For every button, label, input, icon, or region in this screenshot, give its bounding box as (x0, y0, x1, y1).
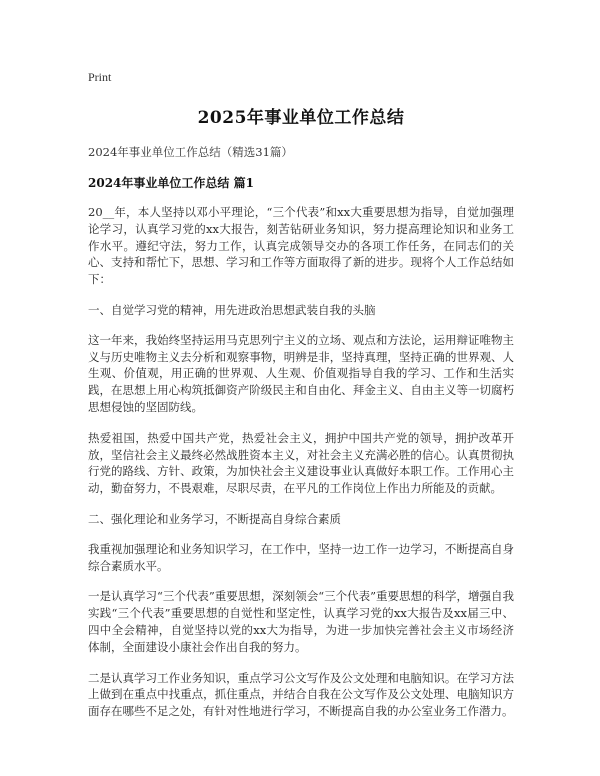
print-label[interactable]: Print (88, 70, 112, 84)
paragraph-body-2: 热爱祖国，热爱中国共产党，热爱社会主义，拥护中国共产党的领导，拥护改革开放，坚信社会主义最终必然战胜资本主义，对社会主义充满必胜的信心。认真贯彻执行党的路线、方针、政策，为加快社会主义建设事业认真做好本职工作。工作用心主动，勤奋努力，不畏艰难，尽职尽责，在平凡的工作岗位上作出力所能及的贡献。 (88, 430, 514, 496)
paragraph-body-5: 二是认真学习工作业务知识，重点学习公文写作及公文处理和电脑知识。在学习方法上做到在重点中找重点，抓住重点，并结合自我在公文写作及公文处理、电脑知识方面存在哪些不足之处，有针对性地进行学习，不断提高自我的办公室业务工作潜力。 (88, 670, 514, 719)
paragraph-body-3: 我重视加强理论和业务知识学习，在工作中，坚持一边工作一边学习，不断提高自身综合素质水平。 (88, 541, 514, 573)
paragraph-heading-1: 一、自觉学习党的精神，用先进政治思想武装自我的头脑 (88, 302, 376, 317)
paragraph-body-1: 这一年来，我始终坚持运用马克思列宁主义的立场、观点和方法论，运用辩证唯物主义与历史唯物主义去分析和观察事物，明辨是非，坚持真理，坚持正确的世界观、人生观、价值观，用正确的世界观、人生观、价值观指导自我的学习、工作和生活实践，在思想上用心构筑抵御资产阶级民主和自由化、拜金主义、自由主义等一切腐朽思想侵蚀的坚固防线。 (88, 332, 514, 414)
section-heading: 2024年事业单位工作总结 篇1 (88, 176, 254, 190)
paragraph-heading-2: 二、强化理论和业务学习，不断提高自身综合素质 (88, 511, 341, 526)
paragraph-body-4: 一是认真学习“三个代表”重要思想，深刻领会“三个代表”重要思想的科学，增强自我实践“三个代表”重要思想的自觉性和坚定性，认真学习党的xx大报告及xx届三中、四中全会精神，自觉坚持以党的xx大为指导，为进一步加快完善社会主义市场经济体制，全面建设小康社会作出自我的努力。 (88, 589, 515, 654)
document-subtitle: 2024年事业单位工作总结（精选31篇） (88, 145, 293, 159)
document-title: 2025年事业单位工作总结 (197, 108, 405, 128)
paragraph-intro: 20__年，本人坚持以邓小平理论，“三个代表”和xx大重要思想为指导，自觉加强理论学习，认真学习党的xx大报告，刻苦钻研业务知识，努力提高理论知识和业务工作水平。遵纪守法，努力工作，认真完成领导交办的各项工作任务，在同志们的关心、支持和帮忙下，思想、学习和工作等方面取得了新的进步。现将个人工作总结如下： (88, 205, 514, 287)
